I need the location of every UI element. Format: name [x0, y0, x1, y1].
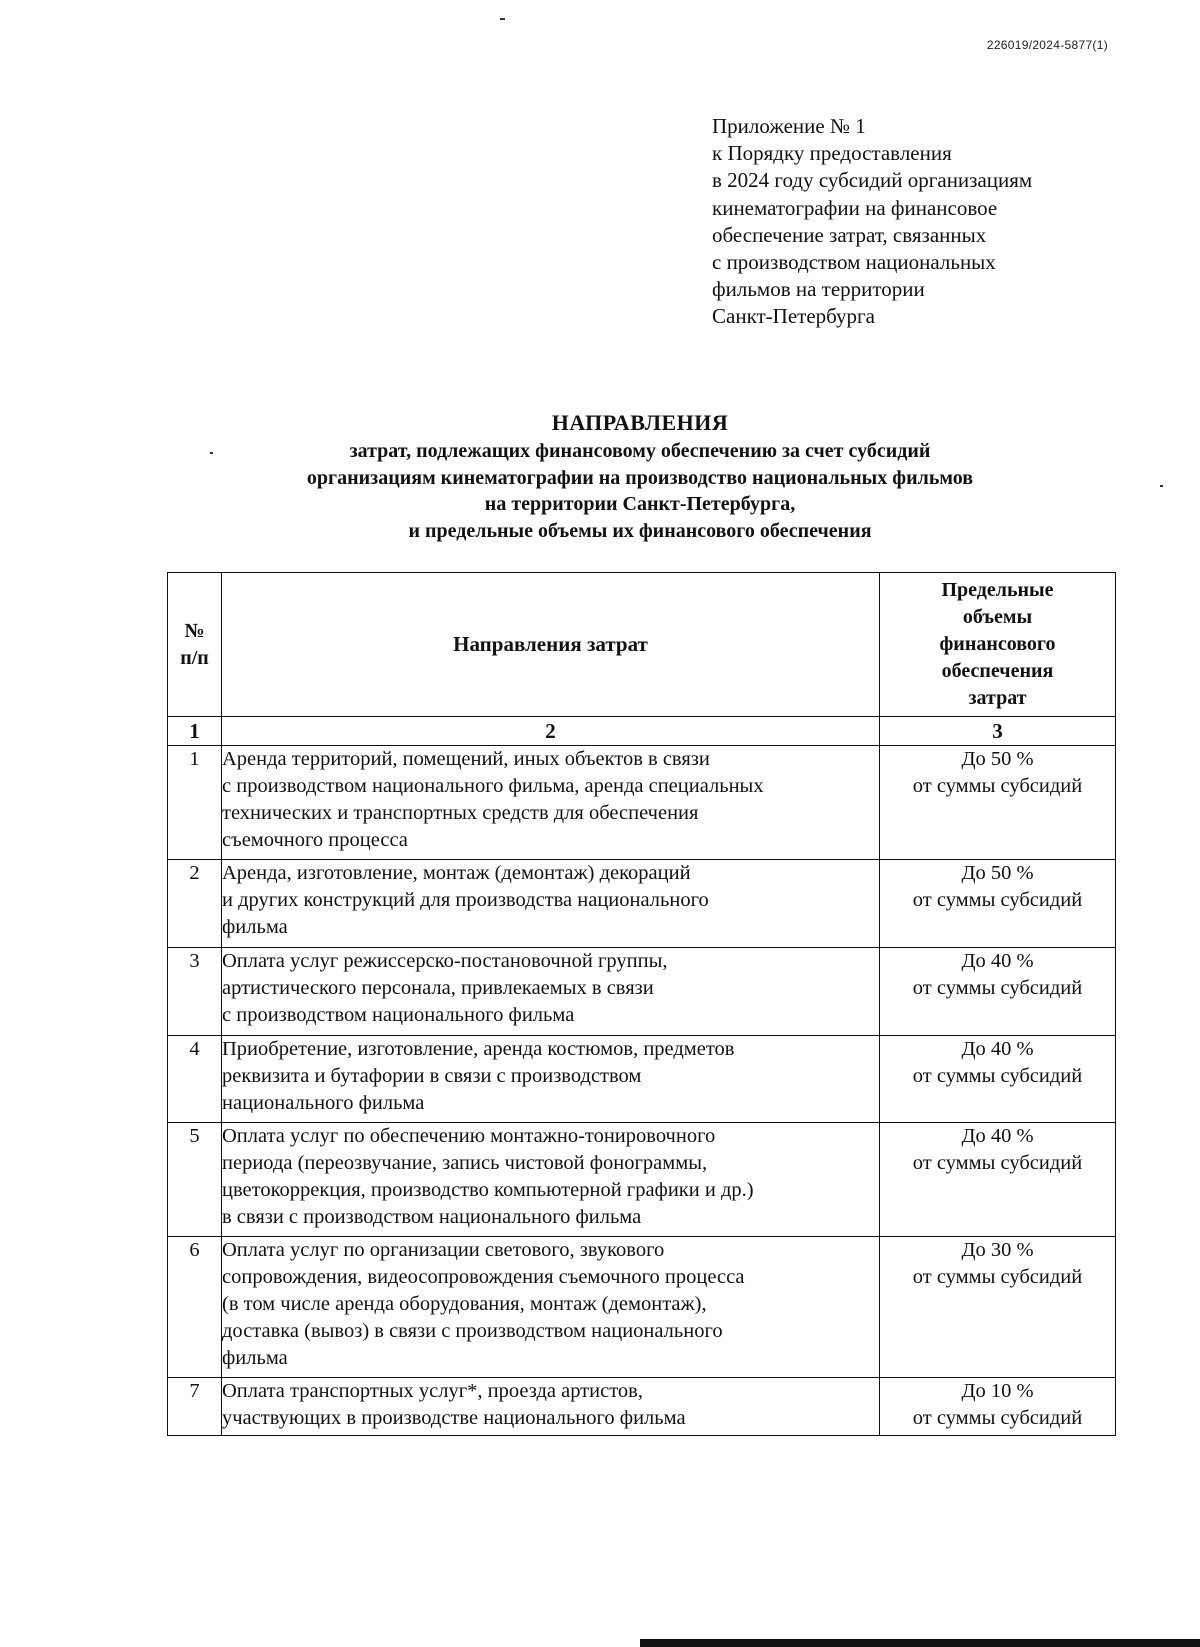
cost-direction: Аренда территорий, помещений, иных объектов в связи с производством национального фильма, аренда специальных технических и транспортных средств для обеспечения съемочного процесса: [222, 746, 880, 860]
column-index: 3: [880, 717, 1116, 746]
funding-limit: До 30 % от суммы субсидий: [880, 1237, 1116, 1378]
appendix-line: кинематографии на финансовое: [712, 195, 998, 220]
scan-speck: [500, 18, 505, 20]
table-header-row: [168, 573, 1116, 717]
title-subline: на территории Санкт-Петербурга,: [484, 493, 796, 515]
table-row: [168, 1123, 1116, 1237]
funding-limit: До 40 % от суммы субсидий: [880, 1123, 1116, 1237]
row-number: 4: [168, 1036, 222, 1123]
appendix-line: с производством национальных: [712, 250, 996, 275]
row-number: 6: [168, 1237, 222, 1378]
funding-limit: До 50 % от суммы субсидий: [880, 746, 1116, 860]
table-row: [168, 1036, 1116, 1123]
cost-direction: Оплата транспортных услуг*, проезда артистов, участвующих в производстве национального фильма: [222, 1378, 880, 1436]
header-funding-limit: Предельные объемы финансового обеспечения затрат: [880, 573, 1116, 717]
cost-direction: Оплата услуг по обеспечению монтажно-тонировочного периода (переозвучание, запись чистовой фонограммы, цветокоррекция, производство компьютерной графики и др.) в связи с производством национального фильма: [222, 1123, 880, 1237]
appendix-line: фильмов на территории: [712, 277, 925, 302]
table-row: [168, 746, 1116, 860]
appendix-line: в 2024 году субсидий организациям: [712, 168, 1033, 193]
document-title: НАПРАВЛЕНИЯ: [551, 410, 729, 435]
cost-direction: Аренда, изготовление, монтаж (демонтаж) декораций и других конструкций для производства национального фильма: [222, 860, 880, 948]
cost-direction: Приобретение, изготовление, аренда костюмов, предметов реквизита и бутафории в связи с производством национального фильма: [222, 1036, 880, 1123]
document-title-block: [0, 408, 1200, 544]
table-row: [168, 1237, 1116, 1378]
column-index: 1: [168, 717, 222, 746]
title-subline: организациям кинематографии на производство национальных фильмов: [306, 466, 974, 489]
row-number: 7: [168, 1378, 222, 1436]
title-subline: и предельные объемы их финансового обеспечения: [408, 519, 872, 542]
funding-limit: До 40 % от суммы субсидий: [880, 1036, 1116, 1123]
table-row: [168, 860, 1116, 948]
row-number: 3: [168, 948, 222, 1036]
appendix-line: Приложение № 1: [712, 114, 866, 138]
row-number: 2: [168, 860, 222, 948]
table-column-index-row: [168, 717, 1116, 746]
row-number: 5: [168, 1123, 222, 1237]
appendix-line: обеспечение затрат, связанных: [712, 222, 987, 247]
cost-directions-table: [167, 572, 1116, 1436]
table-row: [168, 948, 1116, 1036]
table-row: [168, 1378, 1116, 1436]
title-subline: затрат, подлежащих финансовому обеспечению за счет субсидий: [349, 440, 931, 462]
appendix-reference: [712, 113, 1132, 331]
appendix-line: к Порядку предоставления: [712, 141, 952, 166]
funding-limit: До 50 % от суммы субсидий: [880, 860, 1116, 948]
header-cost-direction: Направления затрат: [222, 573, 880, 717]
column-index: 2: [222, 717, 880, 746]
scan-edge-bar: [640, 1639, 1200, 1647]
cost-direction: Оплата услуг по организации светового, звукового сопровождения, видеосопровождения съемочного процесса (в том числе аренда оборудования, монтаж (демонтаж), доставка (вывоз) в связи с производством национального фильма: [222, 1237, 880, 1378]
cost-direction: Оплата услуг режиссерско-постановочной группы, артистического персонала, привлекаемых в связи с производством национального фильма: [222, 948, 880, 1036]
appendix-line: Санкт-Петербурга: [712, 304, 875, 329]
header-row-number: № п/п: [168, 573, 222, 717]
document-registration-number: 226019/2024-5877(1): [986, 38, 1108, 52]
row-number: 1: [168, 746, 222, 860]
funding-limit: До 10 % от суммы субсидий: [880, 1378, 1116, 1436]
funding-limit: До 40 % от суммы субсидий: [880, 948, 1116, 1036]
